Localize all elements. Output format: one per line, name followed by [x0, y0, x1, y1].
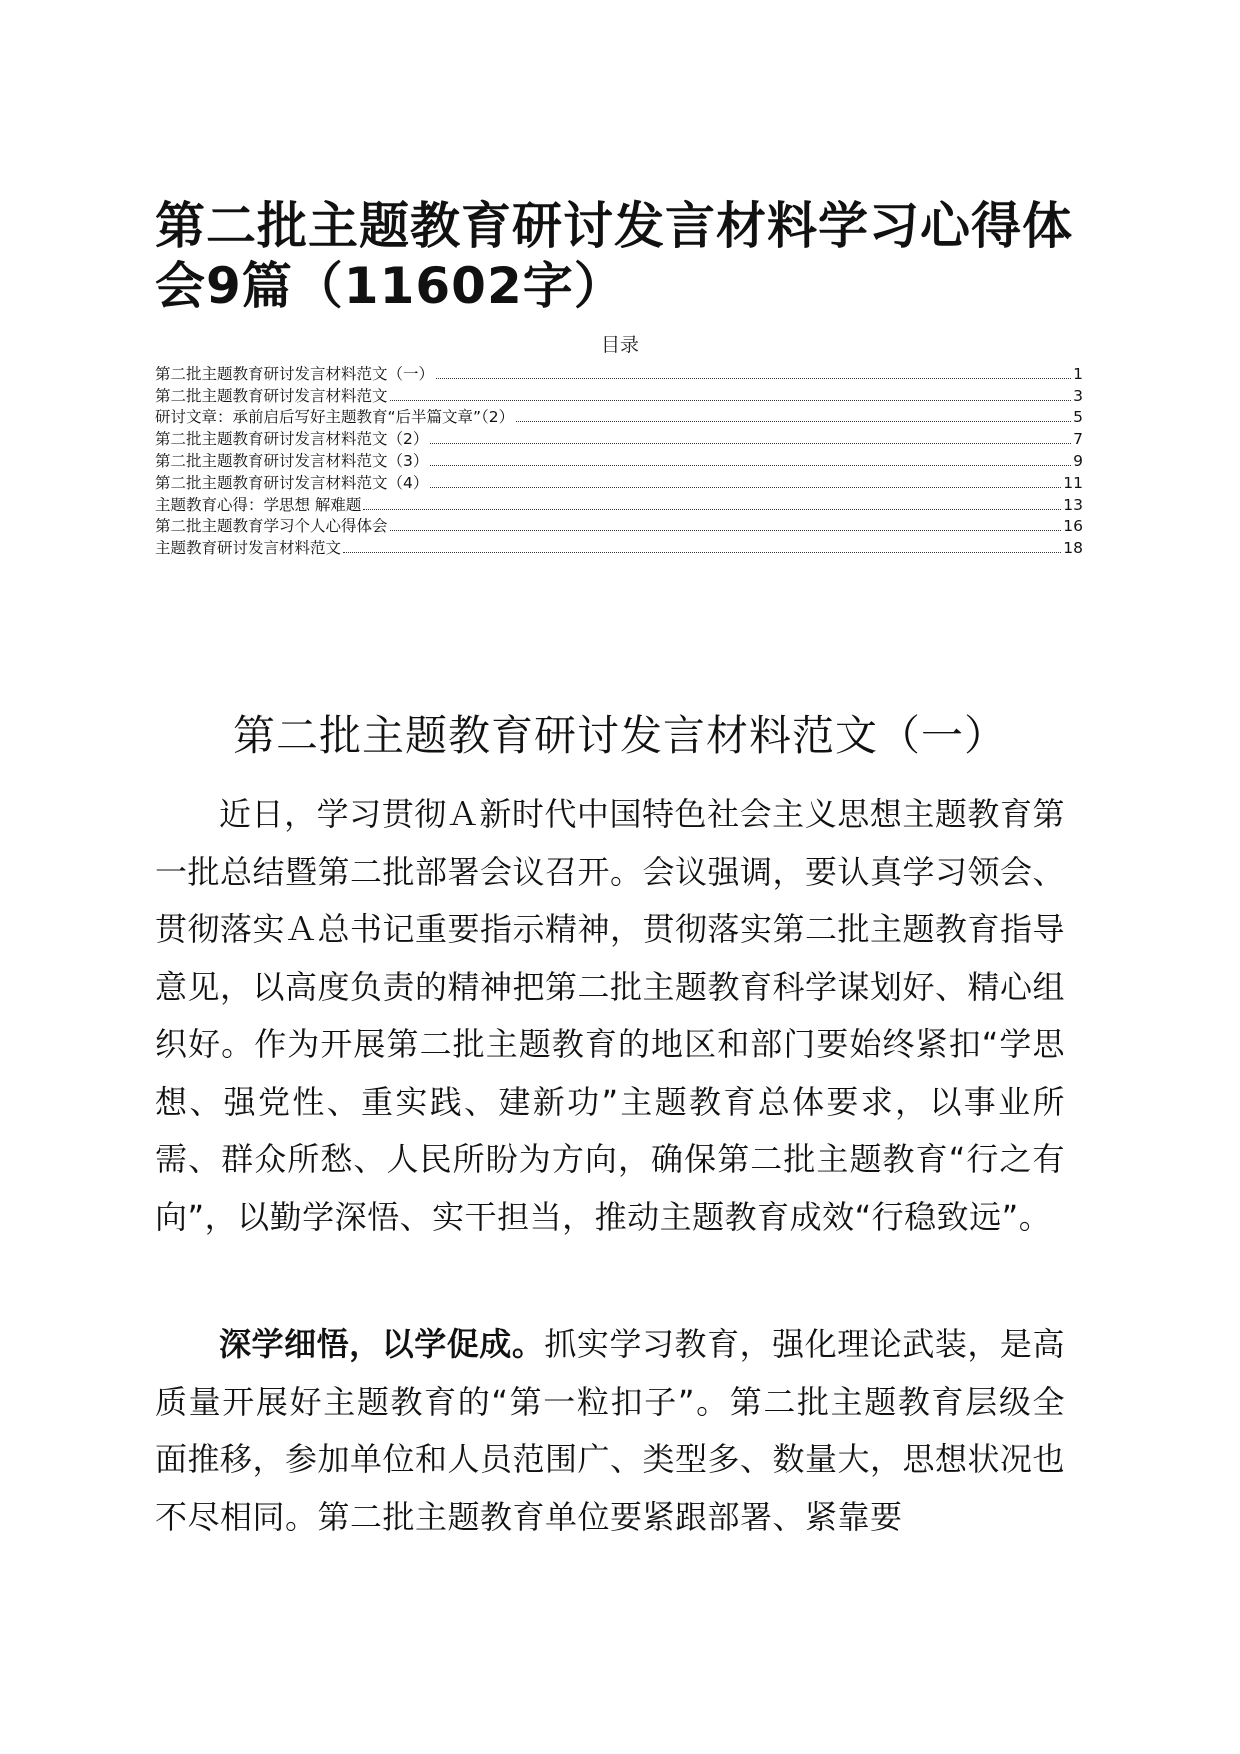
table-of-contents: [155, 362, 1083, 558]
body-paragraph: 近日，学习贯彻Ａ新时代中国特色社会主义思想主题教育第一批总结暨第二批部署会议召开。会议强调，要认真学习领会、贯彻落实Ａ总书记重要指示精神，贯彻落实第二批主题教育指导意见，以高度负责的精神把第二批主题教育科学谋划好、精心组织好。作为开展第二批主题教育的地区和部门要始终紧扣“学思想、强党性、重实践、建新功”主题教育总体要求，以事业所需、群众所愁、人民所盼为方向，确保第二批主题教育“行之有向”，以勤学深悟、实干担当，推动主题教育成效“行稳致远”。: [155, 795, 1066, 1236]
toc-entry-text: 主题教育研讨发言材料范文: [155, 539, 342, 558]
toc-entry[interactable]: [155, 427, 1083, 449]
toc-entry-page: 1: [1073, 364, 1083, 383]
toc-entry-text: 第二批主题教育学习个人心得体会: [155, 517, 388, 536]
toc-entry-text: 第二批主题教育研讨发言材料范文（3）: [155, 451, 429, 470]
toc-entry-page: 9: [1073, 451, 1083, 470]
toc-entry-page: 16: [1063, 517, 1083, 536]
section-title: 第二批主题教育研讨发言材料范文（一）: [232, 711, 1007, 760]
toc-entry-text: 第二批主题教育研讨发言材料范文（2）: [155, 430, 429, 449]
toc-entry-page: 18: [1063, 539, 1083, 558]
toc-leader: [436, 378, 1071, 379]
toc-entry-page: 11: [1063, 473, 1083, 492]
toc-entry-page: 7: [1073, 430, 1083, 449]
toc-entry[interactable]: [155, 406, 1083, 428]
toc-entry-text: 第二批主题教育研讨发言材料范文（一）: [155, 364, 435, 383]
toc-entry[interactable]: [155, 449, 1083, 471]
toc-leader: [363, 509, 1061, 510]
toc-entry[interactable]: [155, 362, 1083, 384]
toc-entry[interactable]: [155, 536, 1083, 558]
toc-leader: [430, 443, 1071, 444]
toc-entry-text: 第二批主题教育研讨发言材料范文: [155, 386, 388, 405]
toc-entry-page: 13: [1063, 495, 1083, 514]
toc-leader: [430, 465, 1071, 466]
toc-entry-page: 3: [1073, 386, 1083, 405]
toc-leader: [343, 552, 1061, 553]
paragraph-body-text: 抓实学习教育，强化理论武装，是高质量开展好主题教育的“第一粒扣子”。第二批主题教育层级全面推移，参加单位和人员范围广、类型多、数量大，思想状况也不尽相同。第二批主题教育单位要紧跟部署、紧靠要: [155, 1325, 1066, 1536]
toc-entry[interactable]: [155, 493, 1083, 515]
toc-entry-text: 第二批主题教育研讨发言材料范文（4）: [155, 473, 429, 492]
toc-leader: [516, 421, 1071, 422]
toc-entry-page: 5: [1073, 408, 1083, 427]
body-paragraph: [155, 1316, 1065, 1546]
toc-entry[interactable]: [155, 515, 1083, 537]
toc-heading: 目录: [600, 334, 639, 356]
document-title: 第二批主题教育研讨发言材料学习心得体会9篇（11602字）: [155, 197, 1073, 315]
toc-entry[interactable]: [155, 471, 1083, 493]
toc-entry[interactable]: [155, 384, 1083, 406]
paragraph-lead-bold: 深学细悟，以学促成。: [219, 1325, 545, 1363]
toc-leader: [390, 530, 1062, 531]
toc-entry-text: 主题教育心得：学思想 解难题: [155, 495, 362, 514]
toc-leader: [430, 487, 1061, 488]
toc-leader: [390, 400, 1072, 401]
toc-entry-text: 研讨文章：承前启后写好主题教育“后半篇文章”（2）: [155, 408, 515, 427]
